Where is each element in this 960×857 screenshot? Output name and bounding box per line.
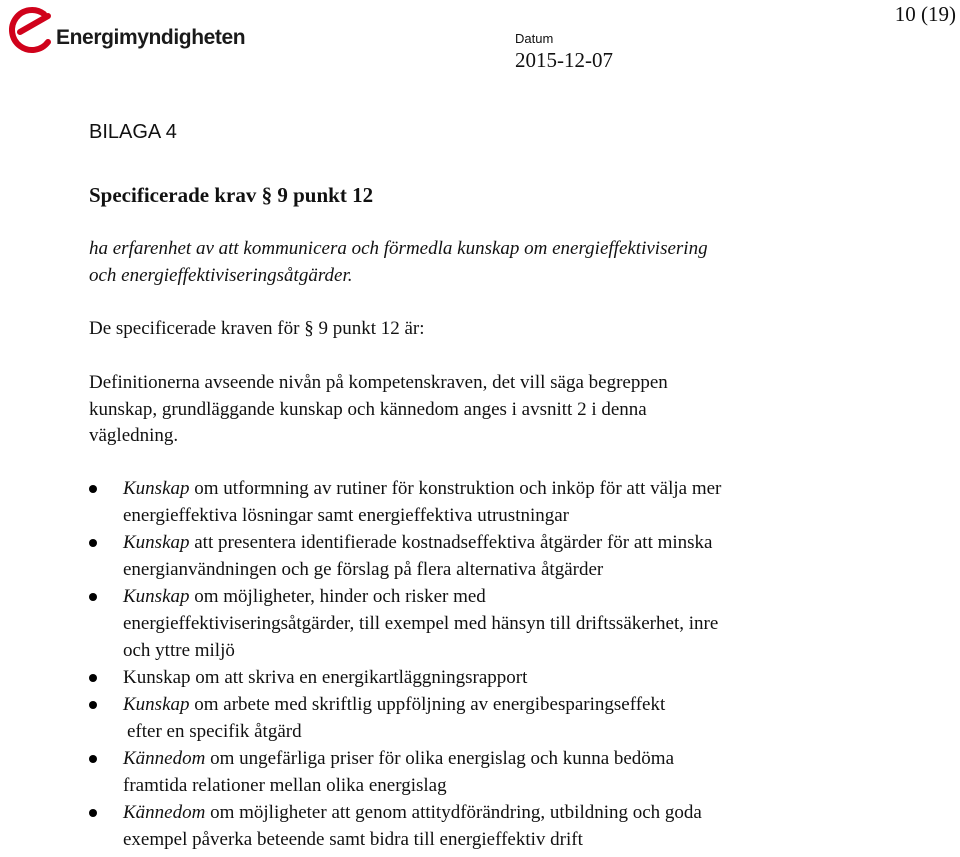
requirement-line: ha erfarenhet av att kommunicera och förmedla kunskap om energieffektivisering [89, 238, 708, 259]
list-item-line: energianvändningen och ge förslag på flera alternativa åtgärder [123, 559, 604, 580]
list-item-line: framtida relationer mellan olika energislag [123, 775, 447, 796]
logo-text: Energimyndigheten [56, 26, 246, 49]
page-number: 10 (19) [894, 2, 956, 26]
list-item-line: Kunskap om arbete med skriftlig uppföljning av energibesparingseffekt [123, 694, 666, 715]
section-heading: Specificerade krav § 9 punkt 12 [89, 183, 374, 207]
intro-paragraph: De specificerade kraven för § 9 punkt 12 är: [89, 318, 425, 339]
list-item [89, 475, 721, 529]
bilaga-title: BILAGA 4 [89, 121, 177, 143]
list-item-line: energieffektiva lösningar samt energieffektiva utrustningar [123, 505, 570, 526]
list-item-line: Kunskap att presentera identifierade kostnadseffektiva åtgärder för att minska [123, 532, 713, 553]
bullet-icon [89, 701, 97, 709]
definition-line: Definitionerna avseende nivån på kompetenskraven, det vill säga begreppen [89, 372, 668, 393]
list-item [89, 745, 721, 799]
list-item-line: energieffektiviseringsåtgärder, till exempel med hänsyn till driftssäkerhet, inre [123, 613, 719, 634]
list-item-line: Kunskap om att skriva en energikartläggningsrapport [123, 667, 528, 688]
list-item-line: och yttre miljö [123, 640, 235, 661]
list-item [89, 583, 721, 664]
requirement-line: och energieffektiviseringsåtgärder. [89, 264, 353, 286]
definition-line: kunskap, grundläggande kunskap och kännedom anges i avsnitt 2 i denna [89, 398, 647, 420]
bullet-icon [89, 809, 97, 817]
list-item-line: efter en specifik åtgärd [127, 721, 302, 742]
date-label: Datum [515, 31, 554, 46]
list-item [89, 691, 721, 745]
bullet-icon [89, 593, 97, 601]
bullet-icon [89, 674, 97, 682]
list-item [89, 664, 721, 691]
requirements-list [89, 475, 721, 853]
date-value: 2015-12-07 [515, 48, 613, 72]
requirement-text [89, 236, 708, 289]
list-item-line: Kunskap om möjligheter, hinder och risker med [123, 586, 486, 607]
list-item-line: Kännedom om möjligheter att genom attitydförändring, utbildning och goda [123, 802, 702, 823]
list-item-line: Kännedom om ungefärliga priser för olika energislag och kunna bedöma [123, 748, 675, 769]
bullet-icon [89, 539, 97, 547]
list-item [89, 529, 721, 583]
bullet-icon [89, 485, 97, 493]
bullet-icon [89, 755, 97, 763]
list-item-line: exempel påverka beteende samt bidra till energieffektiv drift [123, 829, 583, 850]
definition-line: vägledning. [89, 425, 179, 446]
energimyndigheten-logo [4, 2, 244, 58]
list-item-line: Kunskap om utformning av rutiner för konstruktion och inköp för att välja mer [123, 478, 722, 499]
logo-mark-icon [4, 2, 60, 58]
list-item [89, 799, 721, 853]
definition-paragraph [89, 370, 668, 450]
